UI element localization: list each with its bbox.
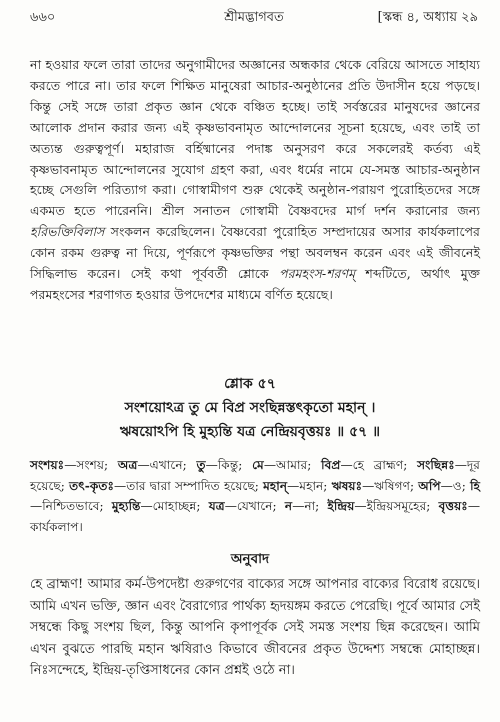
sanskrit-term-italic: পরমহংস-শরণম্‌ — [279, 266, 356, 282]
purport-line: শ্লোকে — [237, 266, 269, 282]
synonym-word: বিপ্র — [321, 458, 341, 472]
purport-paragraph — [30, 55, 480, 306]
synonym-meaning: —না; — [292, 499, 328, 514]
synonym-item — [112, 499, 209, 513]
purport-line: আন্দোলনের সুযোগ গ্রহণ করা, এবং ধর্মের নামে যে-সমস্ত আচার-অনুষ্ঠান হচ্ছে — [30, 161, 480, 198]
synonym-item — [30, 458, 118, 472]
synonym-meaning: —মোহাচ্ছন্ন; — [140, 499, 209, 514]
synonym-meaning: —কার্যকলাপ। — [30, 499, 480, 534]
purport-line: উপদেশের মাধ্যমে বর্ণিত হয়েছে। — [174, 286, 333, 302]
purport-line: কৃষ্ণভাবনামৃত আন্দোলনের সূচনা হয়েছে, এবং তাই তা অত্যন্ত গুরুত্বপূর্ণ। — [30, 119, 480, 156]
synonym-meaning: —হে ব্রাহ্মণ; — [340, 458, 418, 472]
synonym-word: অপি — [418, 478, 441, 493]
synonym-meaning: —সংশয়; — [64, 458, 118, 472]
synonyms-paragraph — [30, 455, 480, 537]
synonym-word: হি — [470, 478, 480, 493]
synonym-item — [209, 499, 285, 513]
synonym-word: মে — [252, 458, 264, 472]
synonym-item — [285, 499, 328, 513]
synonym-item — [69, 479, 263, 493]
synonym-word: অত্র — [117, 458, 138, 472]
synonym-meaning: —ঋষিগণ; — [362, 478, 419, 493]
verse-line-1: সংশয়োঽত্র তু মে বিপ্র সংছিন্নস্তৎকৃতো মহান্‌ । — [124, 400, 376, 416]
synonym-item — [321, 458, 417, 472]
synonym-word: ইন্দ্রিয় — [327, 499, 355, 514]
book-title: শ্রীমদ্ভাগবত — [224, 10, 284, 25]
synonym-word: সংশয়ঃ — [30, 458, 65, 472]
synonym-meaning: —আমার; — [263, 458, 322, 472]
purport-line: না হওয়ার ফলে তারা তাদের অনুগামীদের অজ্ঞানের অন্ধকার থেকে বেরিয়ে — [30, 57, 401, 72]
synonym-word: ঋষয়ঃ — [331, 478, 363, 493]
synonym-meaning: —তার দ্বারা সম্পাদিত হয়েছে; — [114, 478, 264, 493]
synonym-meaning: —দূর হয়েছে; — [30, 458, 480, 493]
synonym-item — [252, 458, 321, 472]
synonym-word: ন — [284, 499, 293, 514]
translation-heading: অনুবাদ — [230, 551, 270, 567]
purport-line: প্রতি উদাসীন হয়ে পড়ছে। কিন্তু সেই সঙ্গে তারা প্রকৃত জ্ঞান থেকে বঞ্চিত — [30, 77, 481, 114]
purport-line: সেগুলি পরিত্যাগ করা। গোস্বামীগণ শুরু থেকেই অনুষ্ঠান-পরায়ণ পুরোহিতদের — [59, 182, 453, 198]
purport-line: সম্প্রদায়ের অসার কার্যকলাপের কোন রকম গুরুত্ব না দিয়ে, পূর্ণরূপে কৃষ্ণভক্তির — [30, 224, 480, 261]
synonym-item — [118, 458, 197, 472]
chapter-reference: [স্কন্ধ ৪, অধ্যায় ২৯ — [377, 10, 478, 25]
synonym-meaning: —কিন্তু; — [205, 458, 253, 472]
running-header — [30, 8, 478, 30]
synonym-word: মুহ্যন্তি — [111, 499, 141, 514]
purport-line: সঙ্গে একমত হতে পারেননি। শ্রীল সনাতন গোস্বামী বৈষ্ণবদের মার্গ দর্শন — [30, 182, 480, 219]
synonym-meaning: —এখানে; — [137, 458, 197, 472]
book-name-italic: হরিভক্তিবিলাস — [30, 224, 105, 240]
synonym-word: যত্র — [208, 499, 225, 514]
synonym-item — [328, 499, 439, 513]
purport-line: মহারাজ বর্হিষ্মানের পদাঙ্ক অনুসরণ করে সকলেরই কর্তব্য এই কৃষ্ণভাবনামৃত — [30, 140, 480, 177]
translation-paragraph: হে ব্রাহ্মণ! আমার কর্ম-উপদেষ্টা গুরুগণের বাক্যের সঙ্গে আপনার বাক্যের বিরোধ রয়েছে। আমি এখন ভক্তি, জ্ঞান এবং বৈরাগ্যের পার্থক্য হৃদয়ঙ্গম করতে পেরেছি। পূর্বে আমার সেই সম্বন্ধে কিছু সংশয় ছিল, কিন্তু আপনি কৃপাপূর্বক সেই সমস্ত সংশয় ছিন্ন করেছেন। আমি এখন বুঝতে পারছি মহান ঋষিরাও কিভাবে জীবনের প্রকৃত উদ্দেশ্য সম্বন্ধে মোহাচ্ছন্ন। নিঃসন্দেহে, ইন্দ্রিয়-তৃপ্তিসাধনের কোন প্রশ্নই ওঠে না। — [30, 577, 480, 679]
synonym-meaning: —ইন্দ্রিয়সমূহের; — [354, 499, 439, 514]
purport-line: শব্দটিতে, অর্থাৎ মুক্ত পরমহংসের শরণাগত হওয়ার — [30, 266, 481, 302]
purport-line: পন্থা অবলম্বন করেন এবং এই জীবনেই সিদ্ধিলাভ করেন। সেই কথা পূর্ববর্তী — [30, 245, 480, 282]
synonym-meaning: —ও; — [440, 478, 471, 493]
synonym-item — [263, 479, 332, 493]
page-number: ৬৬০ — [30, 10, 56, 25]
verse-heading: শ্লোক ৫৭ — [224, 376, 276, 392]
synonym-word: মহান্‌ — [263, 478, 288, 493]
synonym-word: সংছিন্নঃ — [417, 458, 455, 472]
synonym-word: তু — [196, 458, 206, 472]
verse-line-2: ঋষয়োঽপি হি মুহ্যন্তি যত্র নেন্দ্রিয়বৃত্তয়ঃ ॥ ৫৭ ॥ — [119, 424, 381, 440]
synonym-meaning: —মহান; — [287, 478, 332, 493]
synonym-word: বৃত্তয়ঃ — [438, 499, 468, 514]
synonym-meaning: —নিশ্চিতভাবে; — [30, 499, 112, 514]
synonym-word: তৎ-কৃতঃ — [69, 478, 114, 493]
purport-line: আসতে সাহায্য করতে পারে না। তার ফলে শিক্ষিত মানুষেরা আচার-অনুষ্ঠানের — [30, 57, 480, 93]
purport-line: সংকলন করেছিলেন। বৈষ্ণবেরা পুরোহিত — [110, 224, 317, 240]
synonym-item — [418, 479, 470, 493]
synonym-meaning: —যেখানে; — [224, 499, 285, 514]
purport-line: করানোর জন্য — [405, 203, 480, 219]
synonym-item — [332, 479, 419, 493]
synonym-item — [196, 458, 252, 472]
purport-line: হচ্ছে। তাই সর্বস্তরের মানুষদের জ্ঞানের আলোক প্রদান করার জন্য এই — [30, 98, 480, 135]
